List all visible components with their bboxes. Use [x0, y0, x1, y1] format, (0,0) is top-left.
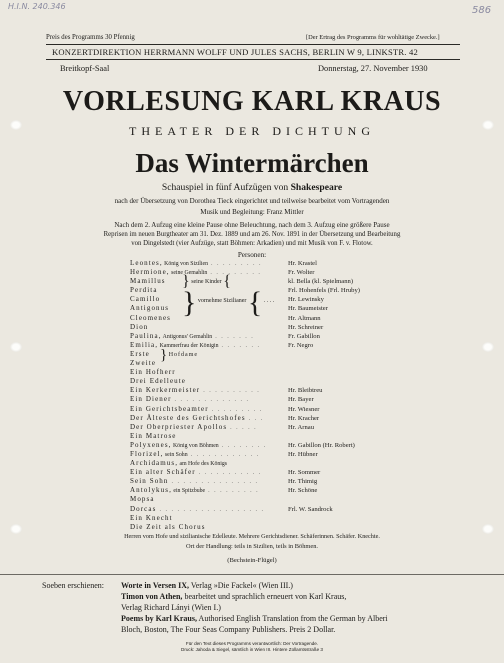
publication-3: [121, 613, 388, 624]
play-title: Das Wintermärchen: [135, 148, 369, 178]
role-name: Camillo: [130, 295, 161, 304]
actor-name: Hr. Sommer: [288, 469, 321, 477]
price-note: Preis des Programms 30 Pfennig: [46, 34, 135, 41]
leader-dots: . . . . . . . .: [218, 442, 267, 449]
publication-3-line2: Bloch, Boston, The Four Seas Company Publishers. Preis 2 Dollar.: [121, 625, 336, 634]
actor-name: Frl. W. Sandrock: [288, 505, 333, 513]
cast-row: [130, 477, 380, 486]
punch-hole: [482, 120, 494, 130]
actor-name: Fr. Negro: [288, 341, 314, 349]
leader-dots: . . . . . . . . .: [207, 261, 262, 267]
reprise-note-1: Reprisen im neuen Burgtheater am 31. Dez. 1889 und am 26. Nov. 1891 in der Übersetzung und Bearbeitung: [103, 231, 401, 238]
role-name: Die Zeit als Chorus: [130, 522, 206, 531]
extras-note: Herren vom Hofe und sizilianische Edelleute. Mehrere Gerichtsdiener. Schäferinnen. Schäfer. Knechte.: [124, 533, 380, 540]
cast-list: [130, 259, 380, 532]
place-note: Ort der Handlung: teils in Sizilien, teils in Böhmen.: [185, 543, 319, 550]
cast-row: [130, 459, 380, 468]
cast-heading: Personen:: [237, 251, 267, 259]
punch-hole: [10, 120, 22, 130]
publication-2-detail: bearbeitet und sprachlich erneuert von Karl Kraus,: [182, 592, 347, 601]
cast-row: [130, 486, 380, 495]
actor-name: Hr. Bayer: [288, 396, 314, 404]
role-name: Antigonus: [130, 304, 170, 313]
main-title: VORLESUNG KARL KRAUS: [62, 86, 442, 117]
new-publications-label: Soeben erschienen:: [42, 581, 104, 590]
publication-1-detail: Verlag »Die Fackel« (Wien III.): [189, 581, 293, 590]
punch-hole: [482, 524, 494, 534]
piano-note: (Bechstein-Flügel): [227, 557, 277, 564]
actor-name: Fr. Wolter: [288, 269, 315, 277]
cast-row: [130, 368, 380, 377]
leader-dots: . . . . . . . . . .: [200, 388, 261, 395]
actor-name: Frl. Hohenfels (Frl. Hruby): [288, 287, 360, 295]
actor-name: Hr. Wiesner: [288, 405, 320, 413]
series-title: THEATER DER DICHTUNG: [129, 124, 375, 138]
publication-3-title: Poems by Karl Kraus,: [121, 614, 197, 623]
role-name: Leontes,: [130, 259, 163, 267]
role-note: König von Böhmen: [171, 442, 219, 449]
cast-row: [130, 268, 380, 277]
brace-hofdame-label: Hofdame: [168, 352, 199, 358]
cast-row: [130, 523, 380, 532]
brace-kinder: } seine Kinder {: [182, 273, 231, 290]
cast-row: [130, 450, 380, 459]
publication-1: [121, 580, 293, 591]
leader-dots: . . . . . . . . .: [207, 270, 262, 277]
cast-row: [130, 423, 380, 432]
role-note: ein Spitzbube: [171, 488, 206, 495]
play-subtitle: [0, 182, 504, 193]
role-note: seine Gemahlin: [169, 270, 208, 277]
role-note: am Hofe des Königs: [178, 461, 228, 468]
venue: Breitkopf-Saal: [60, 64, 110, 73]
role-name: Florizel,: [130, 449, 164, 458]
header-rule-bottom: [46, 59, 460, 60]
role-name: Hermione,: [130, 268, 170, 277]
leader-dots: . . . . . . . . . . . .: [187, 451, 260, 458]
cast-row: [130, 405, 380, 414]
role-name: Der Oberpriester Apollos: [130, 422, 228, 431]
actor-name: Hr. Kracher: [288, 414, 320, 422]
cast-row: [130, 432, 380, 441]
cast-row: [130, 377, 380, 386]
role-name: Mopsa: [130, 495, 155, 504]
brace-sizilianer: } vornehme Sizilianer { . . . .: [182, 286, 275, 319]
cast-row: [130, 468, 380, 477]
publication-3-detail: Authorised English Translation from the German by Alberi: [197, 614, 388, 623]
role-name: Ein Diener: [130, 395, 172, 404]
role-name: Ein Hofherr: [130, 368, 176, 377]
leader-dots: . . . . . . . . .: [205, 488, 260, 495]
role-name: Sein Sohn: [130, 477, 169, 486]
role-note: König von Sizilien: [162, 261, 208, 267]
punch-hole: [10, 524, 22, 534]
cast-row: [130, 495, 380, 504]
charity-note: [Der Ertrag des Programms für wohltätige Zwecke.]: [306, 34, 440, 41]
event-date: Donnerstag, 27. November 1930: [318, 64, 428, 73]
actor-name: Hr. Krastel: [288, 260, 317, 267]
role-name: Zweite: [130, 359, 157, 368]
cast-row: [130, 505, 380, 514]
leader-dots: . . . . . . . . . . . . . . .: [168, 479, 259, 486]
leader-dots: . . . . . . .: [218, 342, 261, 349]
cast-row: [130, 332, 380, 341]
cast-row: [130, 359, 380, 368]
role-name: Dorcas: [130, 504, 157, 513]
actor-name: kl. Bella (kl. Spielmann): [288, 278, 354, 286]
leader-dots: . . .: [245, 415, 264, 422]
archive-note-right: 586: [472, 5, 492, 16]
role-note: sein Sohn: [163, 451, 188, 458]
footer-divider: [0, 574, 504, 575]
role-name: Antolykus,: [130, 486, 172, 495]
actor-name: Hr. Thimig: [288, 478, 318, 486]
brace-sizilianer-label: vornehme Sizilianer: [197, 298, 247, 304]
punch-hole: [10, 342, 22, 352]
subtitle-prefix: Schauspiel in fünf Aufzügen von: [161, 182, 291, 193]
publication-2: [121, 591, 346, 602]
leader-dots: . . . . . . . . .: [208, 406, 263, 413]
role-name: Archidamus,: [130, 459, 179, 468]
role-name: Der Älteste des Gerichtshofes: [130, 413, 246, 422]
role-note: Antigonus' Gemahlin: [161, 333, 213, 340]
role-name: Cleomenes: [130, 313, 172, 322]
cast-row: [130, 341, 380, 350]
leader-dots: . . . . . . . . . . . . . . . . . .: [156, 506, 265, 513]
imprint-responsibility: Für den Text dieses Programms verantwortlich: Der Vortragende.: [185, 641, 319, 646]
actor-name: Hr. Gabillon (Hr. Robert): [288, 441, 355, 449]
role-name: Ein Matrose: [130, 431, 177, 440]
role-name: Ein Kerkermeister: [130, 386, 201, 395]
actor-name: Hr. Lewinsky: [288, 296, 324, 304]
brace-kinder-label: seine Kinder: [191, 279, 222, 285]
translation-note: nach der Übersetzung von Dorothea Tieck eingerichtet und teilweise bearbeitet vom Vortragenden: [114, 197, 390, 205]
role-name: Drei Edelleute: [130, 377, 187, 386]
punch-hole: [482, 342, 494, 352]
brace-hofdame: } Hofdame: [160, 347, 199, 363]
music-note: Musik und Begleitung: Franz Mittler: [200, 208, 304, 216]
role-name: Perdita: [130, 286, 158, 295]
reprise-note-2: von Dingelstedt (vier Aufzüge, statt Böhmen: Arkadien) und mit Musik von F. v. Flotow.: [131, 240, 373, 247]
cast-row: [130, 514, 380, 523]
cast-row: [130, 395, 380, 404]
leader-dots: . . . . . . . . . . .: [195, 470, 262, 477]
publication-2-title: Timon von Athen,: [121, 592, 183, 601]
actor-name: Hr. Schöne: [288, 487, 318, 495]
actor-name: Hr. Bleibtreu: [288, 387, 323, 395]
publication-1-title: Worte in Versen IX,: [121, 581, 189, 590]
role-name: Emilia,: [130, 340, 159, 349]
actor-name: Hr. Arnau: [288, 423, 315, 431]
role-name: Erste: [130, 349, 150, 358]
actor-name: Hr. Hübner: [288, 450, 318, 458]
role-name: Ein Gerichtsbeamter: [130, 404, 209, 413]
actor-name: Hr. Baumeister: [288, 305, 328, 313]
actor-name: Fr. Gabillon: [288, 332, 320, 340]
role-name: Paulina,: [130, 331, 162, 340]
header-rule-top: [46, 44, 460, 45]
archive-note-left: H.I.N. 240.346: [8, 2, 66, 11]
author-name: Shakespeare: [290, 182, 343, 193]
leader-dots: . . . . .: [227, 424, 258, 431]
cast-row: [130, 414, 380, 423]
pause-note: Nach dem 2. Aufzug eine kleine Pause ohne Beleuchtung, nach dem 3. Aufzug eine größere Pause: [114, 221, 390, 229]
cast-row: [130, 259, 380, 268]
publication-2-line2: Verlag Richard Lányi (Wien I.): [121, 603, 221, 612]
imprint-printer: Druck: Jahoda & Siegel, sämtlich in Wien III. Hintere Zollamtsstraße 3: [181, 647, 323, 652]
cast-row: [130, 441, 380, 450]
role-name: Ein alter Schäfer: [130, 468, 196, 477]
role-note: Kammerfrau der Königin: [158, 342, 219, 349]
leader-dots: . . . . . . .: [212, 333, 255, 340]
concert-direction: KONZERTDIREKTION HERRMANN WOLFF UND JULES SACHS, BERLIN W 9, LINKSTR. 42: [52, 47, 418, 57]
role-name: Ein Knecht: [130, 513, 173, 522]
actor-name: Hr. Schreiner: [288, 323, 324, 331]
role-name: Mamillus: [130, 277, 166, 286]
leader-dots: . . . . . . . . . . . . .: [171, 397, 250, 404]
actor-name: Hr. Altmann: [288, 314, 321, 322]
cast-row: [130, 386, 380, 395]
role-name: Dion: [130, 322, 149, 331]
role-name: Polyxenes,: [130, 440, 172, 449]
cast-row: [130, 323, 380, 332]
